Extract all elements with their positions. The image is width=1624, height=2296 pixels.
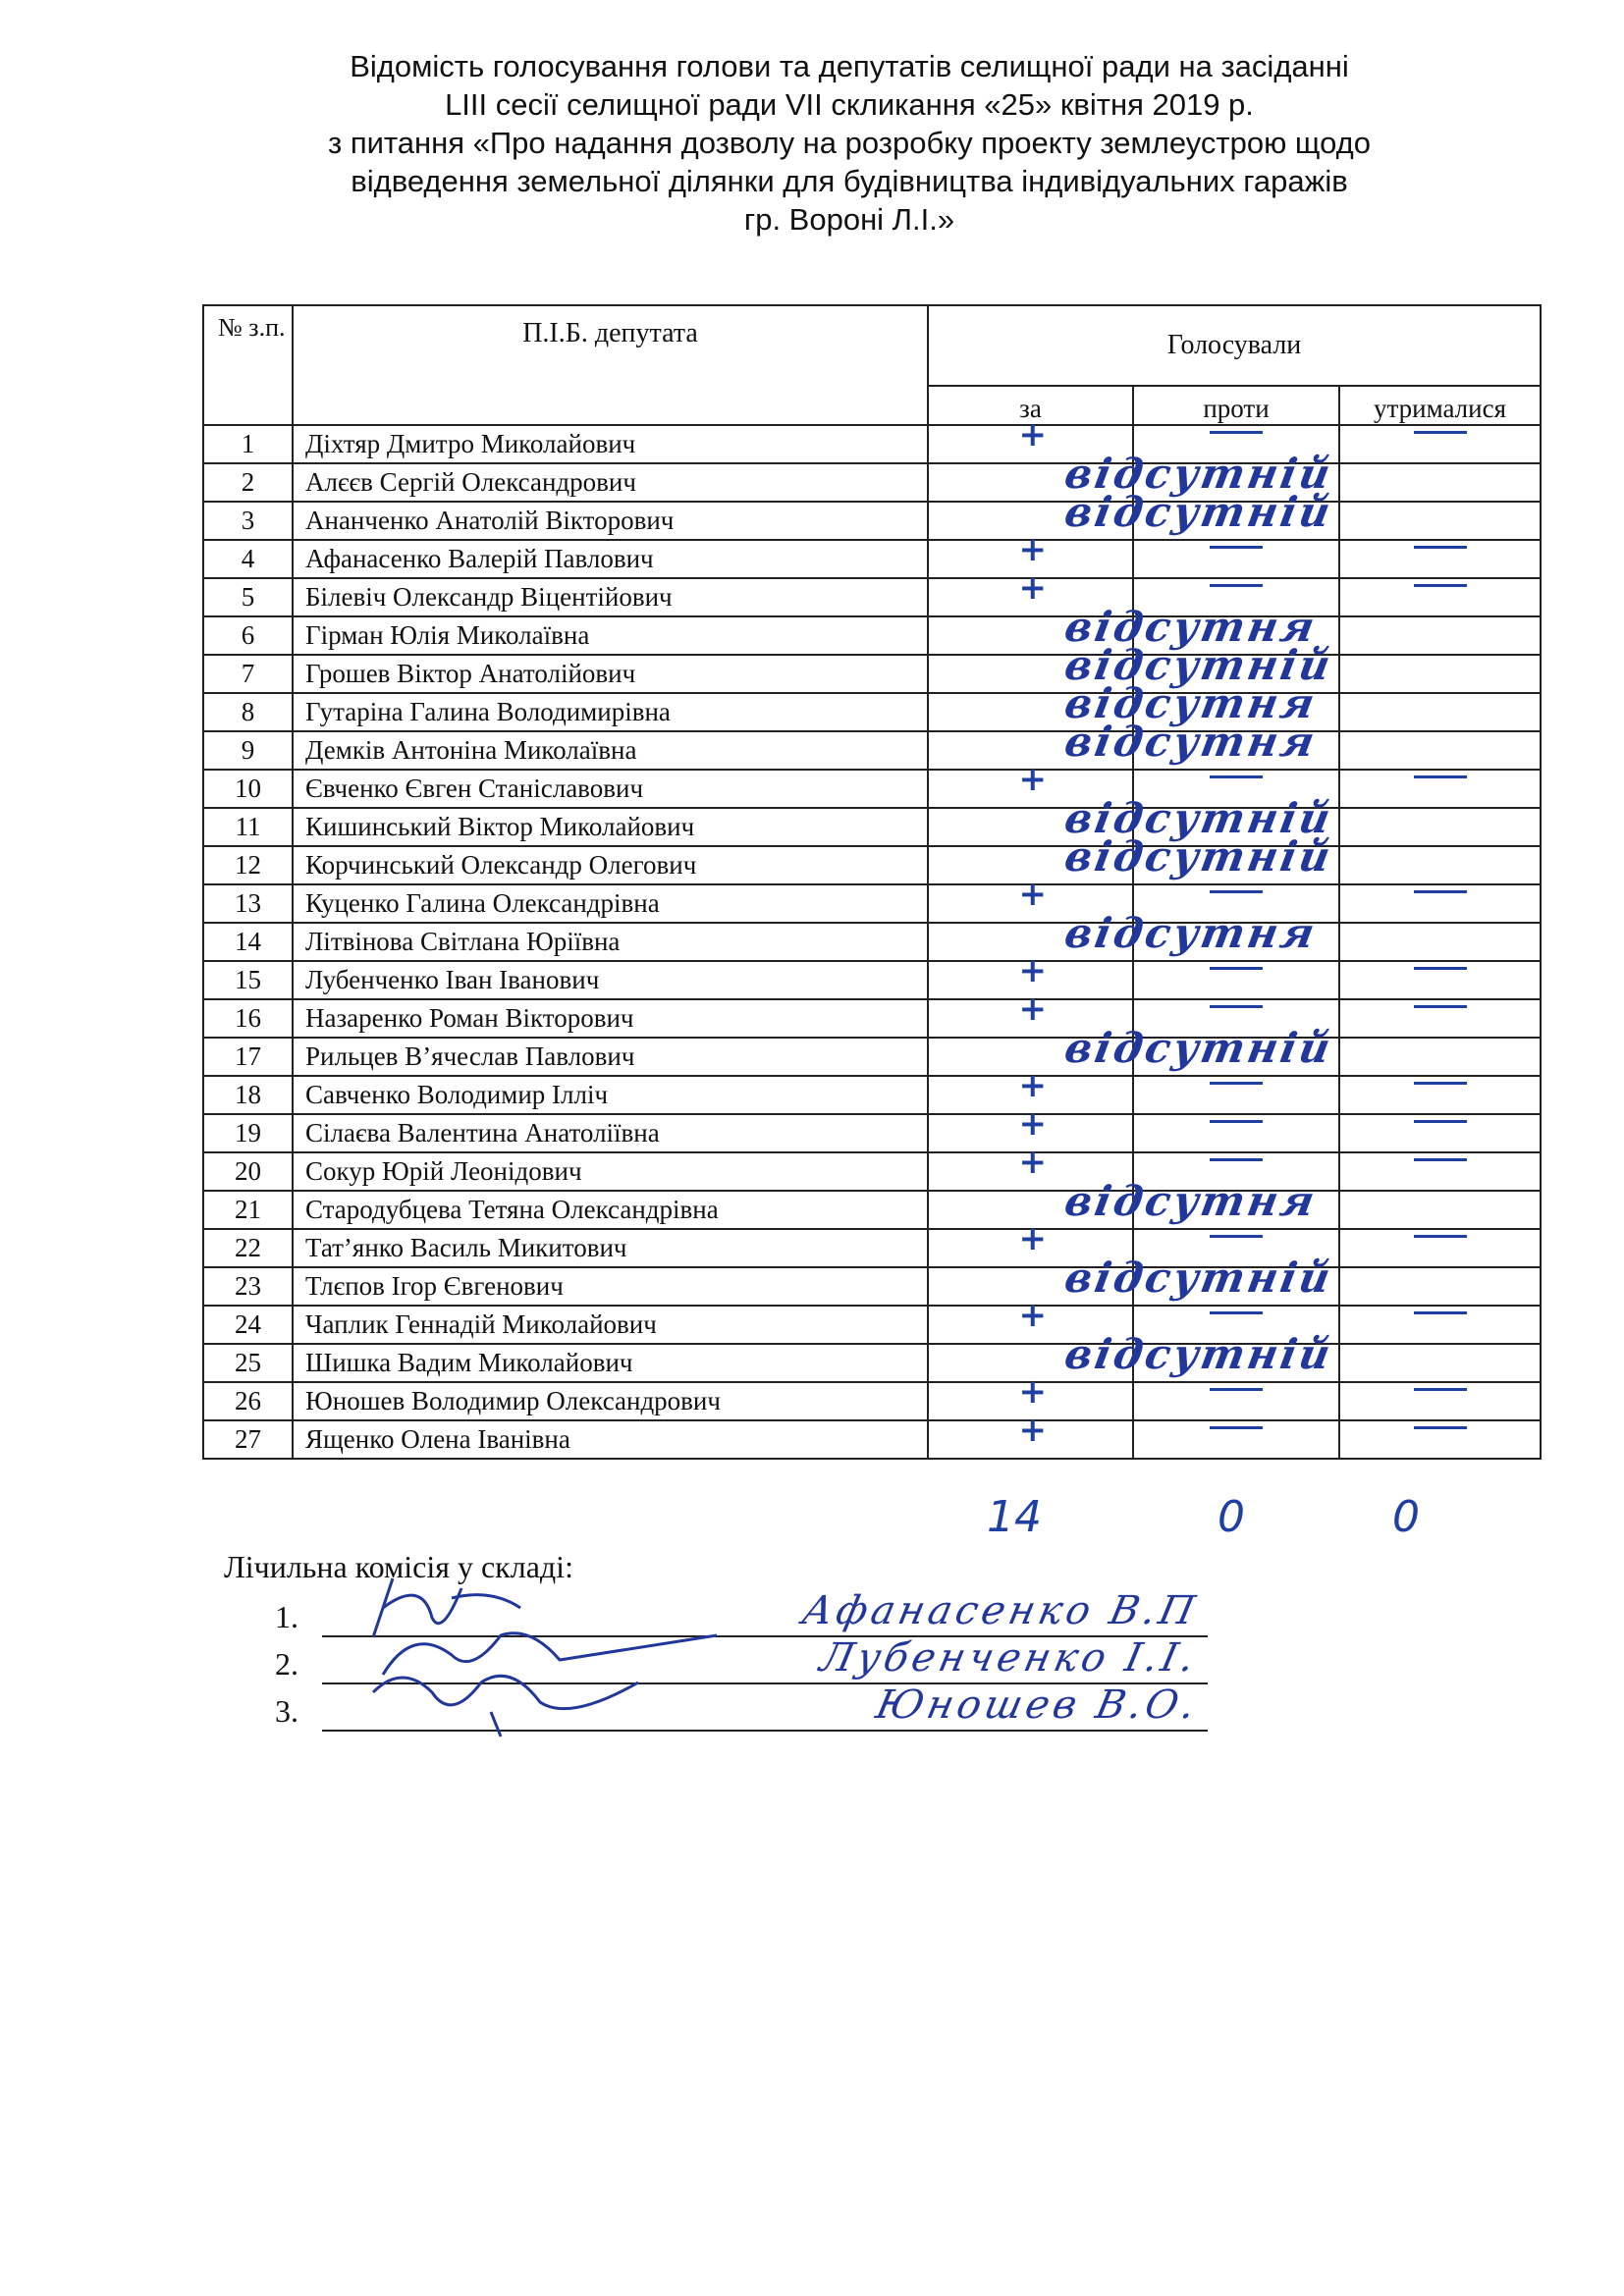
absent-note: відсутній	[1060, 1254, 1337, 1302]
vote-for-mark: +	[1018, 1411, 1047, 1450]
absent-note: відсутня	[1060, 1177, 1322, 1225]
row-number: 6	[203, 616, 293, 655]
table-row	[203, 425, 1541, 463]
member-name: Лубенченко І.І.	[816, 1635, 1203, 1681]
row-number: 15	[203, 961, 293, 999]
absent-note: відсутній	[1060, 488, 1337, 536]
cell-abstained	[1339, 1152, 1541, 1191]
row-number: 13	[203, 884, 293, 923]
vote-for-mark: +	[1018, 1066, 1047, 1105]
cell-abstained	[1339, 1382, 1541, 1420]
member-number: 3.	[275, 1693, 298, 1729]
cell-for	[928, 731, 1133, 770]
cell-abstained	[1339, 540, 1541, 578]
vote-for-mark: +	[1018, 1143, 1047, 1182]
deputy-name: Білевіч Олександр Віцентійович	[293, 578, 928, 616]
title-line: LIII сесії селищної ради VII скликання «25» квітня 2019 р.	[445, 87, 1254, 122]
cell-abstained	[1339, 1344, 1541, 1382]
row-number: 16	[203, 999, 293, 1038]
table-row	[203, 999, 1541, 1038]
table-row	[203, 655, 1541, 693]
cell-abstained	[1339, 884, 1541, 923]
table-row	[203, 1114, 1541, 1152]
cell-abstained	[1339, 1420, 1541, 1459]
cell-for	[928, 770, 1133, 808]
table-row	[203, 1306, 1541, 1344]
row-number: 21	[203, 1191, 293, 1229]
absent-note: відсутній	[1060, 450, 1337, 498]
cell-for	[928, 693, 1133, 731]
cell-for	[928, 1382, 1133, 1420]
cell-against	[1133, 999, 1339, 1038]
table-row	[203, 1152, 1541, 1191]
deputy-name: Тат’янко Василь Микитович	[293, 1229, 928, 1267]
header-for: за	[928, 386, 1133, 425]
vote-for-mark: +	[1018, 1296, 1047, 1335]
deputy-name: Стародубцева Тетяна Олександрівна	[293, 1191, 928, 1229]
cell-for	[928, 846, 1133, 884]
deputy-name: Тлєпов Ігор Євгенович	[293, 1267, 928, 1306]
row-number: 4	[203, 540, 293, 578]
cell-abstained	[1339, 1229, 1541, 1267]
row-number: 19	[203, 1114, 293, 1152]
row-number: 8	[203, 693, 293, 731]
cell-for	[928, 616, 1133, 655]
table-row	[203, 1038, 1541, 1076]
table-row	[203, 1267, 1541, 1306]
table-row	[203, 463, 1541, 502]
total-for: 14	[987, 1492, 1042, 1542]
cell-against	[1133, 1038, 1339, 1076]
cell-against	[1133, 770, 1339, 808]
cell-against	[1133, 655, 1339, 693]
cell-against	[1133, 1076, 1339, 1114]
table-row	[203, 1420, 1541, 1459]
cell-for	[928, 1114, 1133, 1152]
vote-for-mark: +	[1018, 1219, 1047, 1258]
vote-for-mark: +	[1018, 530, 1047, 569]
deputy-name: Назаренко Роман Вікторович	[293, 999, 928, 1038]
cell-abstained	[1339, 616, 1541, 655]
row-number: 3	[203, 502, 293, 540]
deputy-name: Діхтяр Дмитро Миколайович	[293, 425, 928, 463]
cell-against	[1133, 578, 1339, 616]
member-name: Юношев В.О.	[871, 1682, 1203, 1728]
cell-for	[928, 808, 1133, 846]
cell-abstained	[1339, 770, 1541, 808]
absent-note: відсутня	[1060, 679, 1322, 727]
vote-for-mark: +	[1018, 875, 1047, 914]
cell-abstained	[1339, 808, 1541, 846]
cell-against	[1133, 1267, 1339, 1306]
cell-for	[928, 923, 1133, 961]
row-number: 1	[203, 425, 293, 463]
absent-note: відсутній	[1060, 794, 1337, 842]
cell-abstained	[1339, 693, 1541, 731]
table-row	[203, 770, 1541, 808]
table-row	[203, 616, 1541, 655]
cell-for	[928, 578, 1133, 616]
vote-for-mark: +	[1018, 989, 1047, 1029]
cell-for	[928, 1420, 1133, 1459]
row-number: 10	[203, 770, 293, 808]
cell-against	[1133, 1382, 1339, 1420]
cell-against	[1133, 846, 1339, 884]
deputy-name: Шишка Вадим Миколайович	[293, 1344, 928, 1382]
deputy-name: Чаплик Геннадій Миколайович	[293, 1306, 928, 1344]
table-row	[203, 693, 1541, 731]
vote-for-mark: +	[1018, 415, 1047, 454]
cell-for	[928, 999, 1133, 1038]
cell-against	[1133, 923, 1339, 961]
cell-against	[1133, 463, 1339, 502]
table-row	[203, 1191, 1541, 1229]
cell-abstained	[1339, 502, 1541, 540]
deputy-name: Рильцев В’ячеслав Павлович	[293, 1038, 928, 1076]
cell-against	[1133, 1191, 1339, 1229]
header-num: № з.п.	[203, 305, 293, 425]
row-number: 5	[203, 578, 293, 616]
member-name: Афанасенко В.П	[798, 1588, 1203, 1633]
cell-abstained	[1339, 1191, 1541, 1229]
vote-for-mark: +	[1018, 1372, 1047, 1412]
vote-for-mark: +	[1018, 760, 1047, 799]
deputy-name: Ананченко Анатолій Вікторович	[293, 502, 928, 540]
deputy-name: Савченко Володимир Ілліч	[293, 1076, 928, 1114]
table-body	[203, 425, 1541, 1459]
table-row	[203, 1344, 1541, 1382]
cell-for	[928, 1076, 1133, 1114]
deputy-name: Демків Антоніна Миколаївна	[293, 731, 928, 770]
deputy-name: Грошев Віктор Анатолійович	[293, 655, 928, 693]
cell-against	[1133, 693, 1339, 731]
row-number: 20	[203, 1152, 293, 1191]
cell-abstained	[1339, 1306, 1541, 1344]
member-number: 2.	[275, 1646, 298, 1682]
vote-for-mark: +	[1018, 568, 1047, 608]
table-row	[203, 1382, 1541, 1420]
absent-note: відсутній	[1060, 641, 1337, 689]
cell-abstained	[1339, 731, 1541, 770]
absent-note: відсутня	[1060, 909, 1322, 957]
cell-abstained	[1339, 1114, 1541, 1152]
row-number: 18	[203, 1076, 293, 1114]
cell-for	[928, 463, 1133, 502]
row-number: 22	[203, 1229, 293, 1267]
row-number: 27	[203, 1420, 293, 1459]
cell-for	[928, 1306, 1133, 1344]
table-row	[203, 808, 1541, 846]
absent-note: відсутній	[1060, 1024, 1337, 1072]
row-number: 26	[203, 1382, 293, 1420]
signature-mark-3	[344, 1653, 697, 1741]
total-against: 0	[1218, 1492, 1245, 1542]
deputy-name: Гутаріна Галина Володимирівна	[293, 693, 928, 731]
deputy-name: Ященко Олена Іванівна	[293, 1420, 928, 1459]
title-line: гр. Вороні Л.І.»	[743, 202, 955, 237]
deputy-name: Євченко Євген Станіславович	[293, 770, 928, 808]
absent-note: відсутня	[1060, 718, 1322, 766]
row-number: 11	[203, 808, 293, 846]
cell-for	[928, 1038, 1133, 1076]
header-name: П.І.Б. депутата	[293, 305, 928, 425]
cell-against	[1133, 1306, 1339, 1344]
cell-abstained	[1339, 961, 1541, 999]
deputy-name: Лубенченко Іван Іванович	[293, 961, 928, 999]
deputy-name: Літвінова Світлана Юріївна	[293, 923, 928, 961]
deputy-name: Куценко Галина Олександрівна	[293, 884, 928, 923]
row-number: 14	[203, 923, 293, 961]
deputy-name: Сілаєва Валентина Анатоліївна	[293, 1114, 928, 1152]
row-number: 12	[203, 846, 293, 884]
title-line: з питання «Про надання дозволу на розробку проекту землеустрою щодо	[328, 126, 1371, 160]
commission-member-row	[275, 1682, 1208, 1732]
deputy-name: Афанасенко Валерій Павлович	[293, 540, 928, 578]
document-title	[236, 47, 1463, 239]
table-row	[203, 846, 1541, 884]
member-number: 1.	[275, 1599, 298, 1634]
row-number: 9	[203, 731, 293, 770]
cell-abstained	[1339, 578, 1541, 616]
table-row	[203, 923, 1541, 961]
cell-against	[1133, 1229, 1339, 1267]
deputy-name: Юношев Володимир Олександрович	[293, 1382, 928, 1420]
cell-against	[1133, 1152, 1339, 1191]
cell-abstained	[1339, 923, 1541, 961]
absent-note: відсутній	[1060, 832, 1337, 881]
row-number: 7	[203, 655, 293, 693]
total-abstained: 0	[1392, 1492, 1420, 1542]
cell-for	[928, 1191, 1133, 1229]
cell-against	[1133, 1344, 1339, 1382]
commission-label: Лічильна комісія у складі:	[224, 1549, 573, 1584]
cell-abstained	[1339, 655, 1541, 693]
cell-against	[1133, 1420, 1339, 1459]
table-row	[203, 1229, 1541, 1267]
cell-abstained	[1339, 1267, 1541, 1306]
title-line: Відомість голосування голови та депутатів селищної ради на засіданні	[350, 49, 1349, 83]
header-abstained: утрималися	[1339, 386, 1541, 425]
cell-for	[928, 1152, 1133, 1191]
cell-abstained	[1339, 1038, 1541, 1076]
cell-for	[928, 540, 1133, 578]
cell-against	[1133, 425, 1339, 463]
cell-against	[1133, 808, 1339, 846]
title-line: відведення земельної ділянки для будівництва індивідуальних гаражів	[351, 164, 1348, 198]
deputy-name: Сокур Юрій Леонідович	[293, 1152, 928, 1191]
header-voted: Голосували	[928, 305, 1541, 386]
cell-for	[928, 884, 1133, 923]
vote-for-mark: +	[1018, 1104, 1047, 1144]
cell-against	[1133, 502, 1339, 540]
deputy-name: Кишинський Віктор Миколайович	[293, 808, 928, 846]
cell-for	[928, 1344, 1133, 1382]
cell-against	[1133, 1114, 1339, 1152]
cell-against	[1133, 540, 1339, 578]
table-row	[203, 540, 1541, 578]
cell-abstained	[1339, 846, 1541, 884]
table-row	[203, 961, 1541, 999]
cell-against	[1133, 961, 1339, 999]
cell-abstained	[1339, 999, 1541, 1038]
row-number: 24	[203, 1306, 293, 1344]
cell-for	[928, 961, 1133, 999]
table-row	[203, 884, 1541, 923]
deputy-name: Гірман Юлія Миколаївна	[293, 616, 928, 655]
absent-note: відсутній	[1060, 1330, 1337, 1378]
row-number: 17	[203, 1038, 293, 1076]
cell-against	[1133, 884, 1339, 923]
cell-for	[928, 425, 1133, 463]
row-number: 2	[203, 463, 293, 502]
cell-against	[1133, 731, 1339, 770]
cell-for	[928, 1267, 1133, 1306]
voting-table	[202, 304, 1542, 1460]
row-number: 23	[203, 1267, 293, 1306]
cell-abstained	[1339, 463, 1541, 502]
cell-for	[928, 502, 1133, 540]
table-row	[203, 502, 1541, 540]
table-row	[203, 731, 1541, 770]
header-against: проти	[1133, 386, 1339, 425]
cell-abstained	[1339, 425, 1541, 463]
cell-against	[1133, 616, 1339, 655]
cell-abstained	[1339, 1076, 1541, 1114]
row-number: 25	[203, 1344, 293, 1382]
absent-note: відсутня	[1060, 603, 1322, 651]
cell-for	[928, 655, 1133, 693]
table-row	[203, 1076, 1541, 1114]
vote-for-mark: +	[1018, 951, 1047, 990]
deputy-name: Алєєв Сергій Олександрович	[293, 463, 928, 502]
cell-for	[928, 1229, 1133, 1267]
table-row	[203, 578, 1541, 616]
deputy-name: Корчинський Олександр Олегович	[293, 846, 928, 884]
